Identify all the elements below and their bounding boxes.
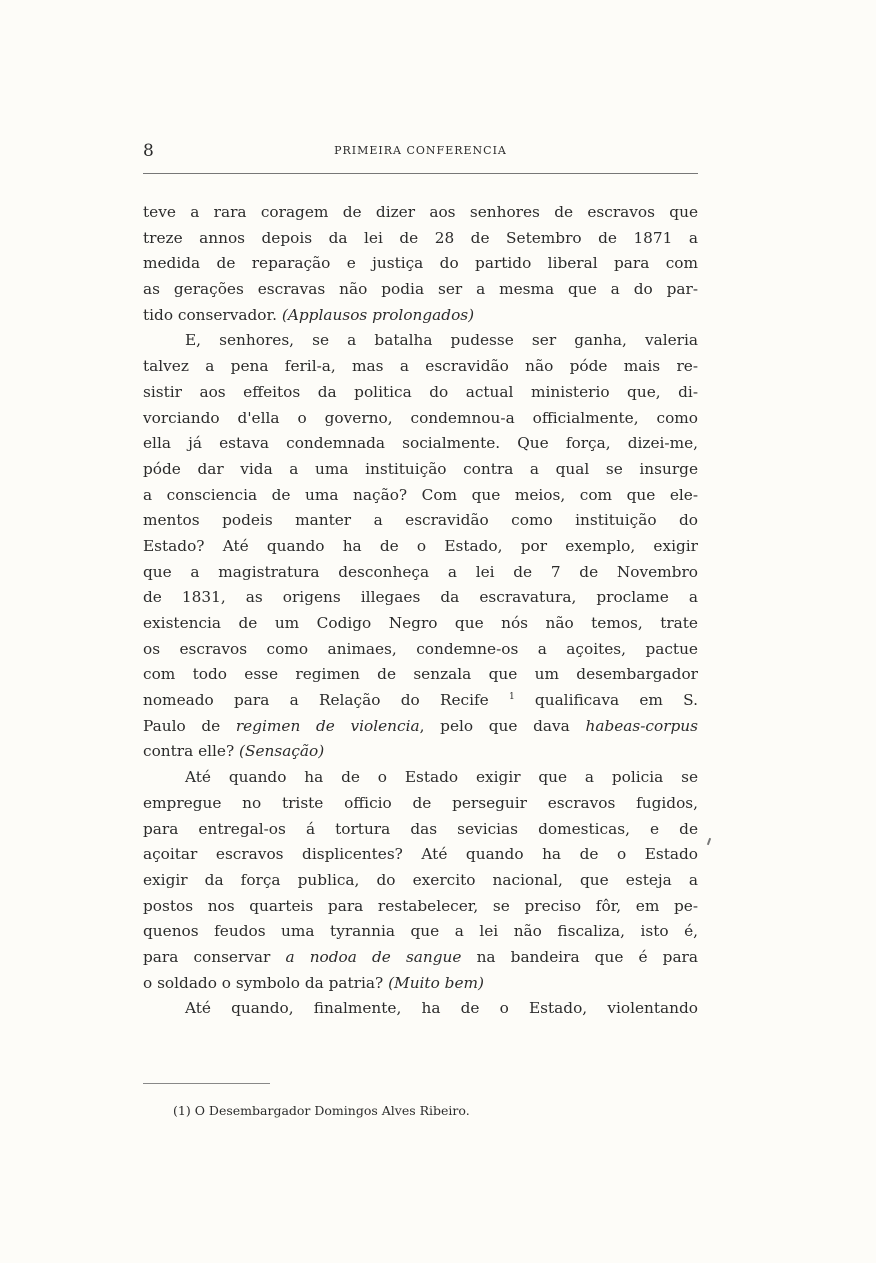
text-segment: vorciando d'ella o governo, condemnou-a officialmente, como	[143, 408, 698, 427]
text-line	[143, 714, 698, 740]
italic-text: (Applausos prolongados)	[281, 305, 475, 324]
text-segment: talvez a pena feril-a, mas a escravidão não póde mais re-	[143, 357, 698, 376]
text-segment: Até quando, finalmente, ha de o Estado, violentando	[185, 999, 698, 1018]
text-line	[143, 534, 698, 560]
footnote	[173, 1103, 470, 1118]
text-segment: mentos podeis manter a escravidão como instituição do	[143, 511, 698, 530]
text-line	[143, 226, 698, 252]
footnote-rule	[143, 1083, 270, 1084]
text-segment: Paulo de	[143, 716, 236, 735]
text-segment: , pelo que dava	[419, 716, 586, 735]
italic-text: habeas-corpus	[585, 716, 698, 735]
text-segment: de 1831, as origens illegaes da escravatura, proclame a	[143, 588, 698, 607]
text-line	[143, 662, 698, 688]
text-line	[143, 688, 698, 714]
text-segment: nomeado para a Relação do Recife	[143, 691, 509, 710]
text-line	[143, 894, 698, 920]
text-segment: que a magistratura desconheça a lei de 7 de Novembro	[143, 562, 698, 581]
page-number: 8	[143, 141, 154, 161]
text-segment: Até quando ha de o Estado exigir que a policia se	[185, 768, 698, 787]
text-segment: contra elle?	[143, 742, 240, 761]
text-segment: açoitar escravos displicentes? Até quando ha de o Estado	[143, 845, 698, 864]
text-segment: sistir aos effeitos da politica do actual ministerio que, di-	[143, 382, 698, 401]
body-text	[143, 200, 698, 1022]
text-line	[143, 868, 698, 894]
italic-text: (Sensação)	[239, 742, 325, 761]
text-line	[143, 200, 698, 226]
text-line	[143, 354, 698, 380]
text-segment: qualificava em S.	[514, 691, 698, 710]
text-segment: tido conservador.	[143, 305, 282, 324]
italic-text: (Muito bem)	[388, 973, 484, 992]
footnote-marker: (1)	[173, 1103, 191, 1118]
text-segment: póde dar vida a uma instituição contra a qual se insurge	[143, 459, 698, 478]
text-segment: para conservar	[143, 947, 286, 966]
text-segment: Estado? Até quando ha de o Estado, por exemplo, exigir	[143, 536, 698, 555]
text-segment: medida de reparação e justiça do partido liberal para com	[143, 254, 698, 273]
text-line	[143, 251, 698, 277]
text-line	[143, 431, 698, 457]
text-segment: E, senhores, se a batalha pudesse ser ganha, valeria	[185, 331, 698, 350]
text-segment: teve a rara coragem de dizer aos senhores de escravos que	[143, 203, 698, 221]
text-line	[143, 277, 698, 303]
text-segment: com todo esse regimen de senzala que um desembargador	[143, 665, 698, 684]
text-line	[143, 739, 698, 765]
text-line	[143, 380, 698, 406]
text-line	[143, 996, 698, 1022]
text-line	[143, 508, 698, 534]
text-segment: treze annos depois da lei de 28 de Setembro de 1871 a	[143, 228, 698, 247]
text-segment: os escravos como animaes, condemne-os a açoites, pactue	[143, 639, 698, 658]
text-line	[143, 457, 698, 483]
text-segment: para entregal-os á tortura das sevicias domesticas, e de	[143, 819, 698, 838]
text-segment: o soldado o symbolo da patria?	[143, 973, 389, 992]
text-line	[143, 328, 698, 354]
text-line	[143, 842, 698, 868]
text-line	[143, 971, 698, 997]
stray-ink-mark	[707, 838, 711, 845]
text-line	[143, 303, 698, 329]
text-segment: as gerações escravas não podia ser a mesma que a do par-	[143, 280, 698, 299]
running-title: PRIMEIRA CONFERENCIA	[334, 144, 507, 157]
text-line	[143, 406, 698, 432]
footnote-reference: 1	[508, 691, 515, 702]
text-line	[143, 637, 698, 663]
text-line	[143, 560, 698, 586]
text-line	[143, 611, 698, 637]
text-line	[143, 765, 698, 791]
text-line	[143, 791, 698, 817]
text-segment: empregue no triste officio de perseguir escravos fugidos,	[143, 793, 698, 812]
text-line	[143, 817, 698, 843]
italic-text: regimen de violencia	[235, 716, 420, 735]
text-line	[143, 483, 698, 509]
text-line	[143, 919, 698, 945]
text-segment: existencia de um Codigo Negro que nós não temos, trate	[143, 614, 698, 632]
text-line	[143, 585, 698, 611]
footnote-text: O Desembargador Domingos Alves Ribeiro.	[194, 1103, 470, 1118]
page-header	[143, 133, 698, 174]
text-segment: quenos feudos uma tyrannia que a lei não fiscaliza, isto é,	[143, 922, 698, 941]
text-segment: na bandeira que é para	[461, 947, 698, 966]
italic-text: a nodoa de sangue	[285, 947, 462, 966]
text-segment: exigir da força publica, do exercito nacional, que esteja a	[143, 870, 698, 889]
text-segment: a consciencia de uma nação? Com que meios, com que ele-	[143, 485, 698, 504]
text-line	[143, 945, 698, 971]
text-segment: ella já estava condemnada socialmente. Que força, dizei-me,	[143, 434, 698, 453]
text-segment: postos nos quarteis para restabelecer, se preciso fôr, em pe-	[143, 896, 698, 915]
